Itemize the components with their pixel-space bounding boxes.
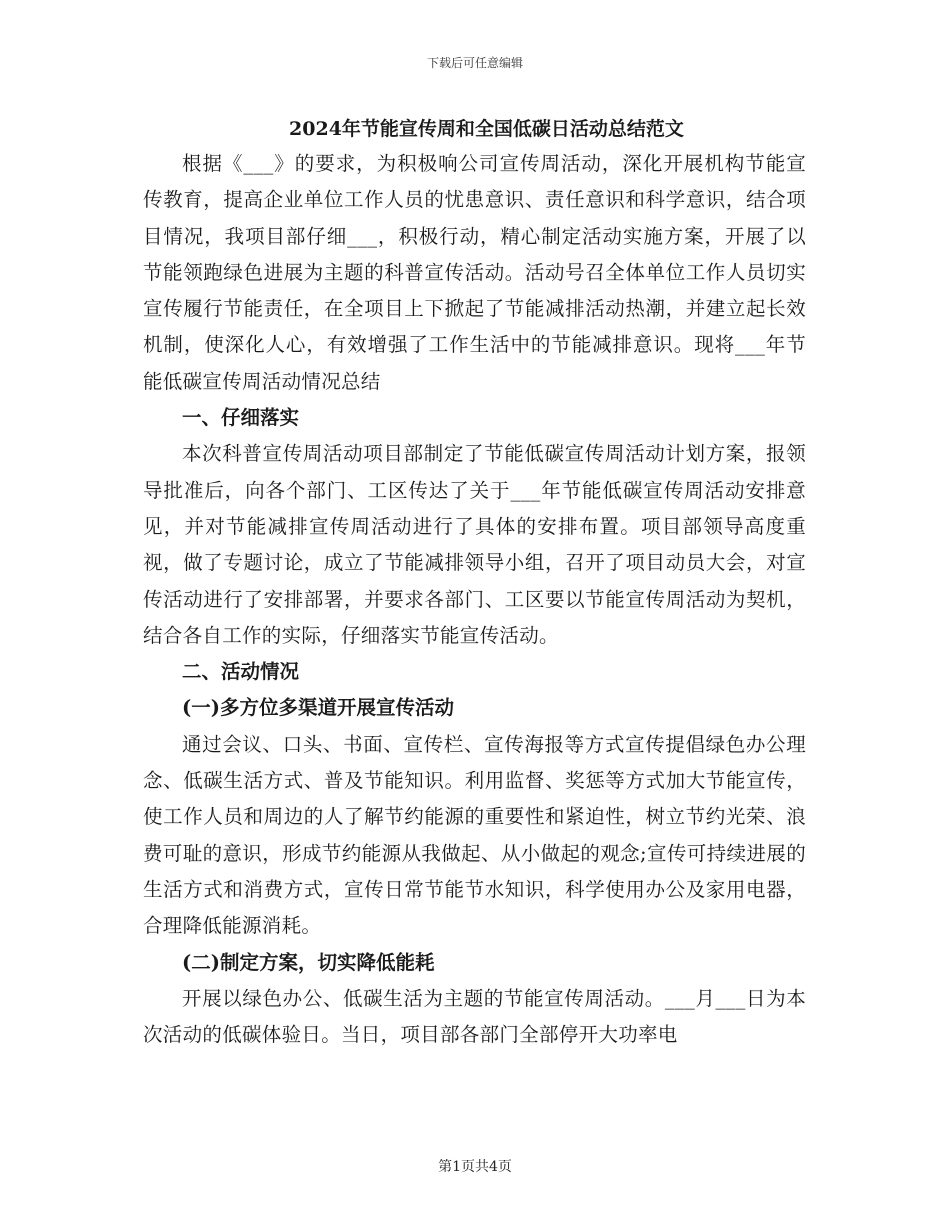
page-footer: 第1页共4页 xyxy=(438,1159,512,1175)
section-heading-1: 一、仔细落实 xyxy=(182,406,300,430)
document-title: 2024年节能宣传周和全国低碳日活动总结范文 xyxy=(289,118,684,140)
subsection-heading-2: (二)制定方案，切实降低能耗 xyxy=(182,950,435,974)
document-body xyxy=(143,112,806,1053)
paragraph-subsection-2: 开展以绿色办公、低碳生活为主题的节能宣传周活动。___月___日为本次活动的低碳体验日。当日，项目部各部门全部停开大功率电 xyxy=(143,986,806,1047)
section-heading-2: 二、活动情况 xyxy=(182,660,300,684)
paragraph-intro: 根据《___》的要求，为积极响公司宣传周活动，深化开展机构节能宣传教育，提高企业单位工作人员的忧患意识、责任意识和科学意识，结合项目情况，我项目部仔细___，积极行动，精心制定活动实施方案，开展了以节能领跑绿色进展为主题的科普宣传活动。活动号召全体单位工作人员切实宣传履行节能责任，在全项目上下掀起了节能减排活动热潮，并建立起长效机制，使深化人心，有效增强了工作生活中的节能减排意识。现将___年节能低碳宣传周活动情况总结 xyxy=(143,152,806,393)
subsection-heading-1: (一)多方位多渠道开展宣传活动 xyxy=(182,696,454,720)
paragraph-section-1: 本次科普宣传周活动项目部制定了节能低碳宣传周活动计划方案，报领导批准后，向各个部门、工区传达了关于___年节能低碳宣传周活动安排意见，并对节能减排宣传周活动进行了具体的安排布置。项目部领导高度重视，做了专题讨论，成立了节能减排领导小组，召开了项目动员大会，对宣传活动进行了安排部署，并要求各部门、工区要以节能宣传周活动为契机，结合各自工作的实际，仔细落实节能宣传活动。 xyxy=(143,442,806,647)
paragraph-subsection-1: 通过会议、口头、书面、宣传栏、宣传海报等方式宣传提倡绿色办公理念、低碳生活方式、普及节能知识。利用监督、奖惩等方式加大节能宣传，使工作人员和周边的人了解节约能源的重要性和紧迫性，树立节约光荣、浪费可耻的意识，形成节约能源从我做起、从小做起的观念;宣传可持续进展的生活方式和消费方式，宣传日常节能节水知识，科学使用办公及家用电器，合理降低能源消耗。 xyxy=(143,732,806,938)
page-header: 下载后可任意编辑 xyxy=(426,56,523,70)
